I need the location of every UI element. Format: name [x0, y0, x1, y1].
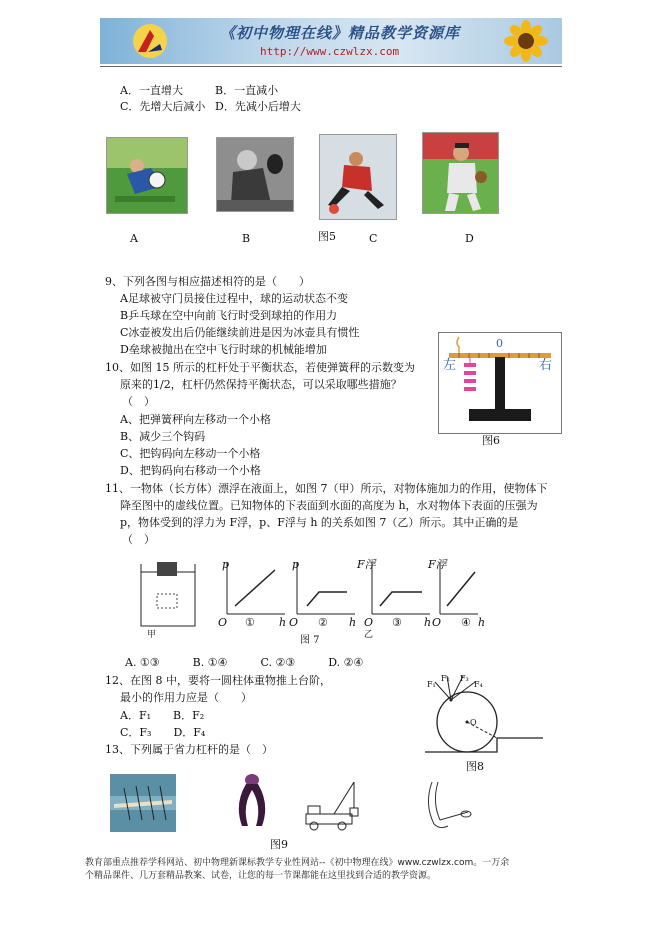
fig5-label-a: A — [130, 232, 138, 245]
fig7-g2-o: O — [289, 616, 299, 629]
fig7-g3-x: h — [424, 616, 432, 629]
header-banner — [100, 18, 562, 64]
q11-options: A. ①③ B. ①④ C. ②③ D. ②④ — [125, 656, 364, 669]
fig7-g1-x: h — [279, 616, 287, 629]
fig5-label-c: C — [369, 232, 378, 245]
q10-option-c: C、把钩码向左移动一个小格 — [120, 447, 261, 460]
q11-paren: （ ） — [122, 533, 155, 546]
fig7-g3-num: ③ — [392, 616, 402, 629]
fig5-caption: 图5 — [318, 230, 336, 243]
baseball-photo — [422, 132, 499, 214]
q9-option-d: D垒球被抛出在空中飞行时球的机械能增加 — [120, 343, 327, 356]
fig8-f3: F₃ — [460, 674, 469, 683]
fig7-g4-y: F浮 — [428, 558, 447, 571]
crane-truck-icon — [300, 778, 372, 832]
fig7-caption: 图 7 — [300, 635, 320, 646]
fig6-zero-label: 0 — [496, 337, 503, 350]
fig7-g4-x: h — [478, 616, 486, 629]
fig6-caption: 图6 — [482, 434, 500, 447]
nutcracker-icon — [232, 770, 272, 830]
q11-line1: 11、一物体（长方体）漂浮在液面上，如图 7（甲）所示，对物体施加力的作用，使物体下 — [105, 482, 548, 495]
q11-line2: 降至图中的虚线位置。已知物体的下表面到水面的高度为 h，水对物体下表面的压强为 — [120, 499, 538, 512]
fig7-g1-y: p — [222, 558, 230, 571]
pingpong-photo — [216, 137, 294, 212]
fig7-g2-num: ② — [318, 616, 328, 629]
q8-option-d: D．先减小后增大 — [215, 100, 301, 113]
fig7-g1-o: O — [218, 616, 228, 629]
q10-stem-line2: 原来的1/2，杠杆仍然保持平衡状态，可以采取哪些措施？ — [120, 378, 402, 391]
fig9-caption: 图9 — [270, 838, 288, 851]
q10-stem-line1: 10、如图 15 所示的杠杆处于平衡状态，若使弹簧秤的示数变为 — [105, 361, 415, 374]
q12-stem-line1: 12、在图 8 中，要将一圆柱体重物推上台阶， — [105, 674, 331, 687]
fig6-lever-figure — [438, 332, 562, 434]
footer-line-2: 个精品课件、几万套精品教案、试卷，让您的每一节课都能在这里找到合适的教学资源。 — [85, 871, 437, 881]
site-url[interactable]: http://www.czwlzx.com — [260, 45, 400, 58]
q10-option-a: A、把弹簧秤向左移动一个小格 — [120, 413, 271, 426]
fig7-g3-y: F浮 — [357, 558, 376, 571]
fig8-f1: F₁ — [427, 680, 436, 689]
q8-option-c: C．先增大后减小 — [120, 100, 206, 113]
q10-option-d: D、把钩码向右移动一个小格 — [120, 464, 261, 477]
fig7-g2-x: h — [349, 616, 357, 629]
q12-options-ab: A．F₁ B．F₂ — [120, 709, 205, 722]
fig6-right-label: 右 — [539, 358, 553, 373]
q12-options-cd: C．F₃ D．F₄ — [120, 726, 206, 739]
footer-line-1: 教育部重点推荐学科网站、初中物理新课标教学专业性网站--《初中物理在线》www.czwlzx.com。一万余 — [85, 858, 510, 868]
fig7-g1-num: ① — [245, 616, 255, 629]
fig7-g3-o: O — [364, 616, 374, 629]
q9-option-c: C冰壶被发出后仍能继续前进是因为冰壶具有惯性 — [120, 326, 360, 339]
fig5-label-b: B — [242, 232, 251, 245]
page-footer — [85, 857, 585, 883]
fig6-left-label: 左 — [443, 358, 457, 373]
curling-photo — [319, 134, 397, 220]
q10-paren: （ ） — [122, 395, 155, 408]
fig8-f2: F₂ — [441, 674, 450, 683]
fig7-yi-label: 乙 — [364, 630, 374, 640]
q9-option-a: A足球被守门员接住过程中，球的运动状态不变 — [120, 292, 348, 305]
q10-option-b: B、减少三个钩码 — [120, 430, 206, 443]
fig7-jia-label: 甲 — [147, 630, 157, 640]
q8-option-a: A．一直增大 — [120, 84, 183, 97]
fig5-label-d: D — [465, 232, 474, 245]
site-title: 《初中物理在线》精品教学资源库 — [220, 24, 461, 42]
sunflower-icon — [495, 20, 557, 62]
fig8-caption: 图8 — [466, 760, 484, 773]
q12-stem-line2: 最小的作用力应是（ ） — [120, 691, 252, 704]
q9-option-b: B乒乓球在空中向前飞行时受到球拍的作用力 — [120, 309, 338, 322]
q11-line3: p，物体受到的浮力为 F浮，p、F浮与 h 的关系如图 7（乙）所示。其中正确的是 — [120, 516, 519, 529]
q8-option-b: B．一直减小 — [215, 84, 279, 97]
fig7-g4-num: ④ — [461, 616, 471, 629]
fig7-g2-y: p — [292, 558, 300, 571]
goalkeeper-photo — [106, 137, 188, 214]
fig7-g4-o: O — [432, 616, 442, 629]
arm-diagram-icon — [420, 776, 474, 834]
q9-stem: 9、下列各图与相应描述相符的是（ ） — [105, 275, 310, 288]
q13-stem: 13、下列属于省力杠杆的是（ ） — [105, 743, 273, 756]
rowing-photo — [110, 774, 176, 832]
header-divider — [100, 66, 562, 67]
site-logo-icon — [130, 22, 170, 60]
fig8-o: O — [470, 718, 477, 727]
fig8-f4: F₄ — [474, 680, 483, 689]
